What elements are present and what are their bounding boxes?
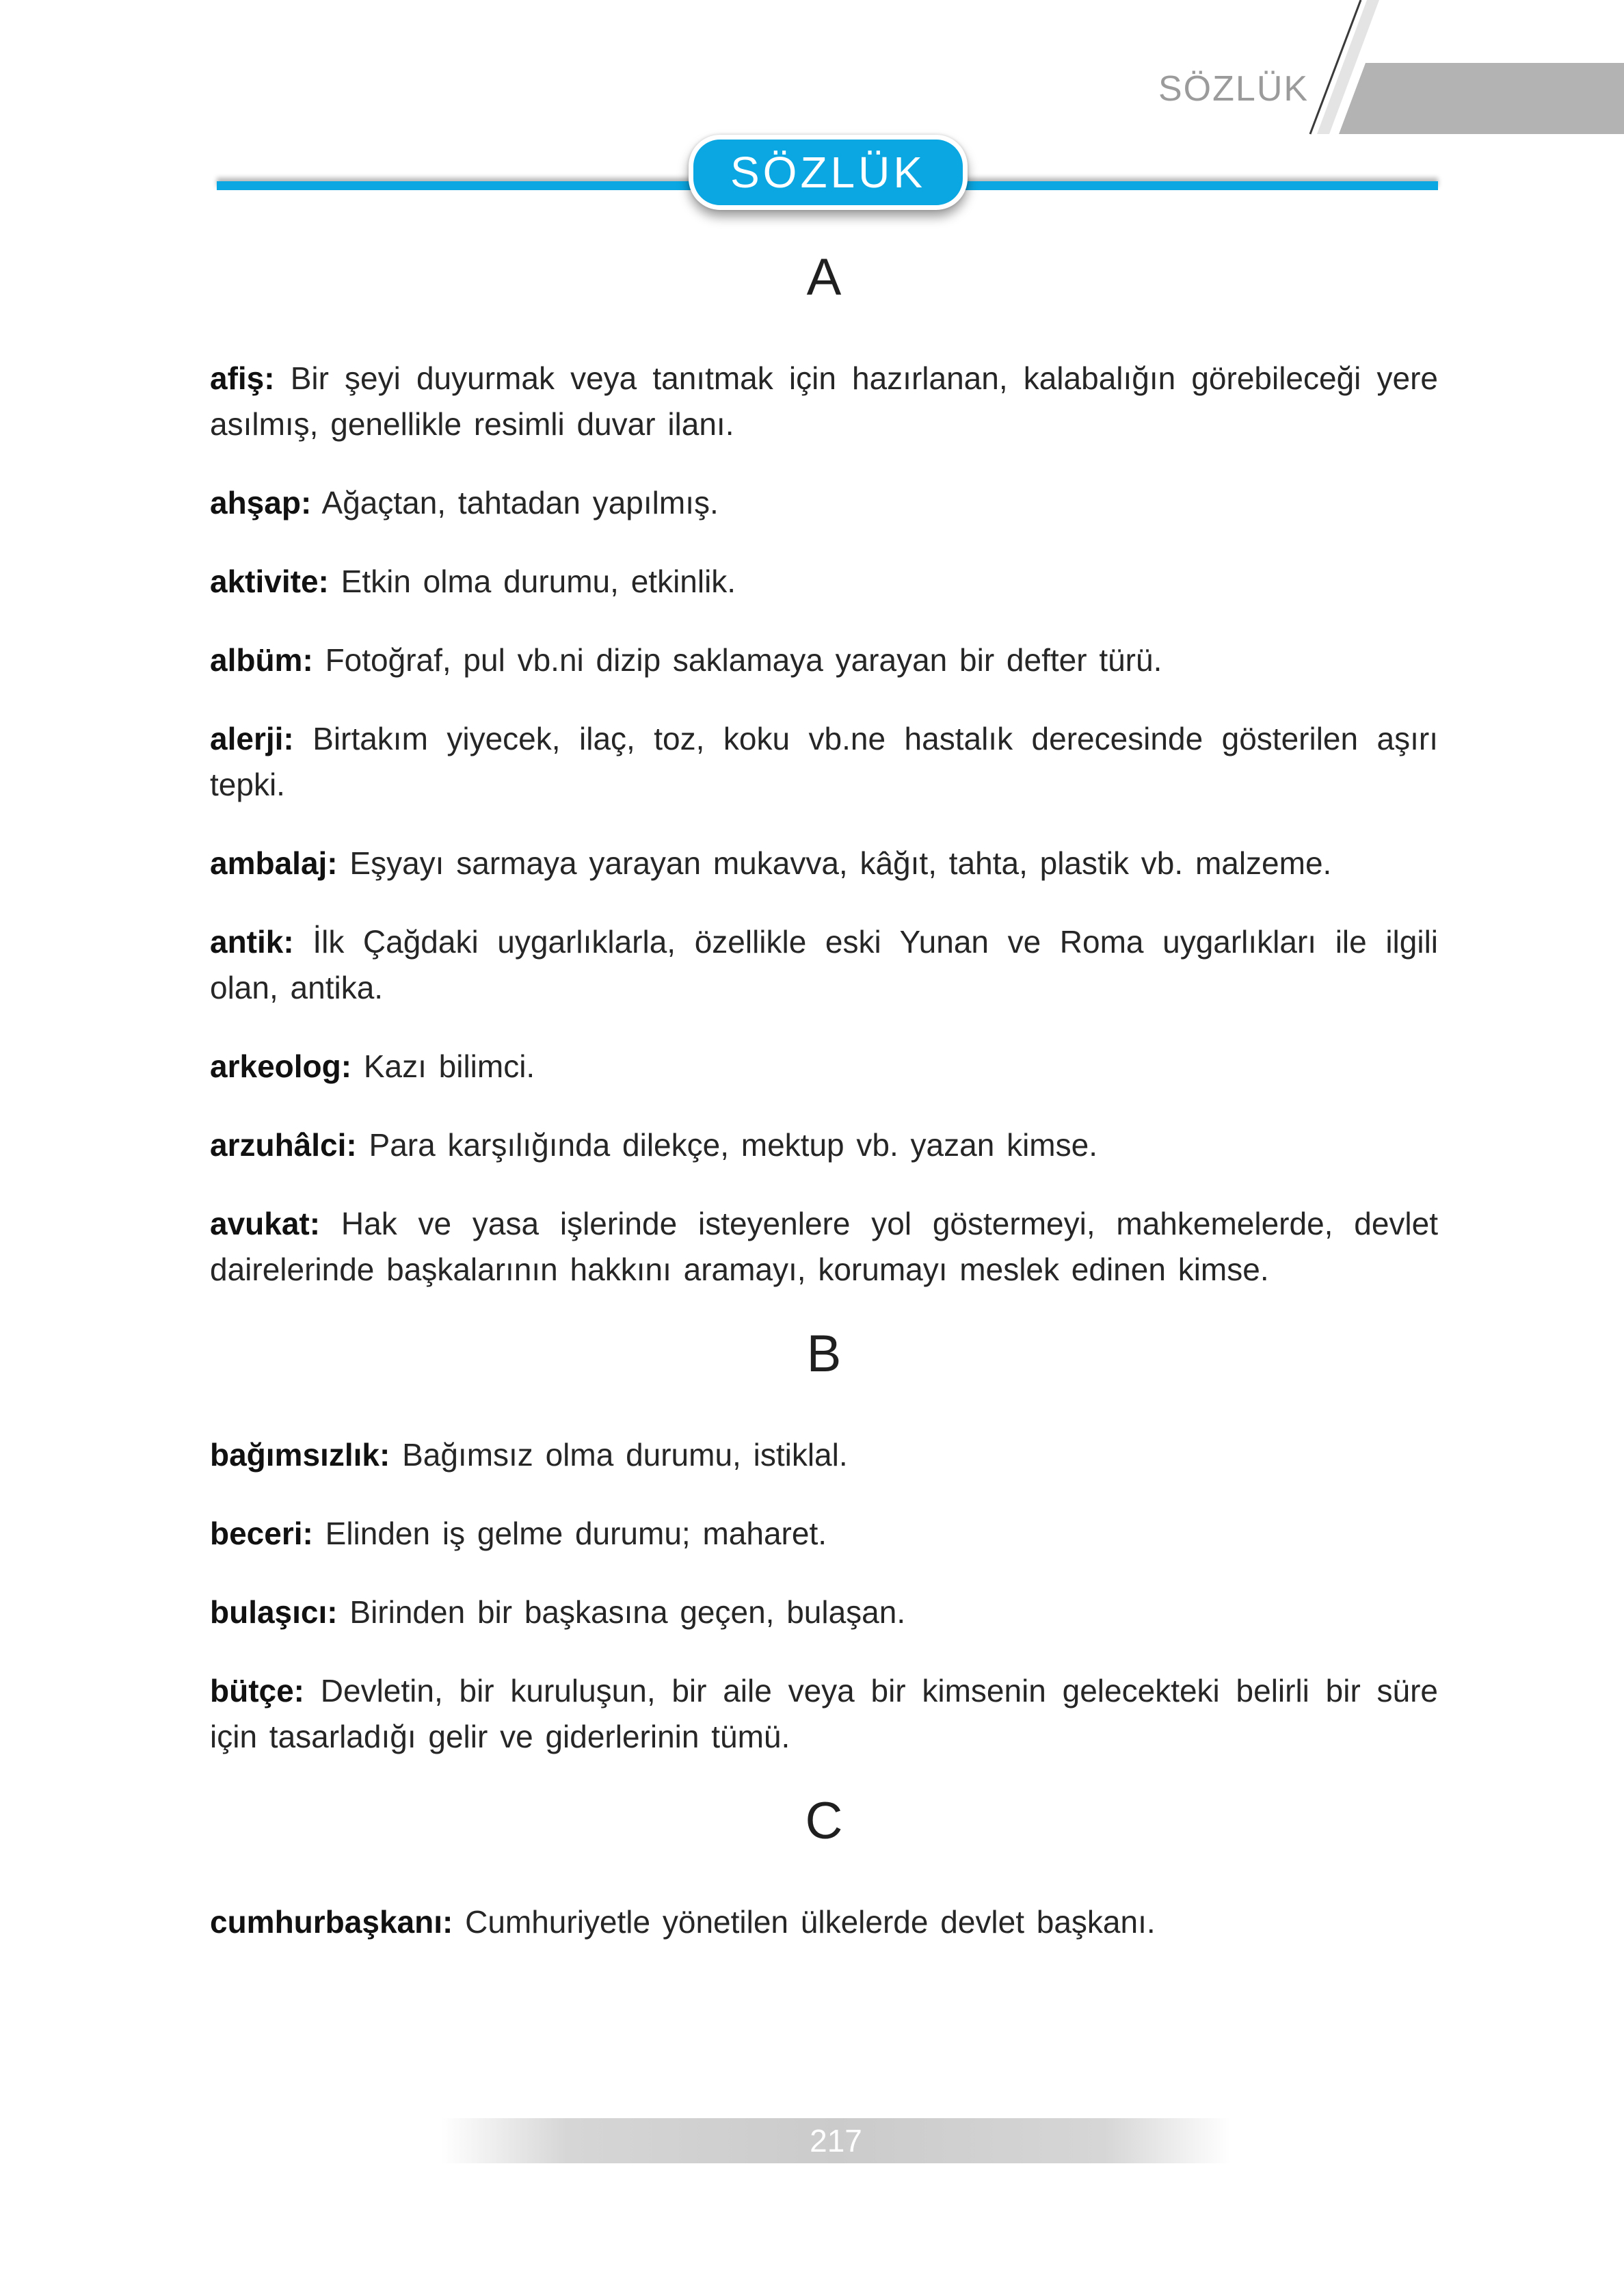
entry-definition: Cumhuriyetle yönetilen ülkelerde devlet başkanı.	[465, 1904, 1156, 1940]
entry-definition: İlk Çağdaki uygarlıklarla, özellikle eski Yunan ve Roma uygarlıkları ile ilgili olan, antika.	[210, 924, 1439, 1005]
page-number-bar	[441, 2118, 1231, 2163]
entry-term: afiş:	[210, 360, 275, 396]
entry-definition: Birinden bir başkasına geçen, bulaşan.	[349, 1594, 906, 1630]
entry-definition: Kazı bilimci.	[363, 1048, 535, 1084]
dictionary-entry	[210, 1668, 1438, 1760]
dictionary-entry	[210, 559, 1438, 605]
entry-term: antik:	[210, 924, 294, 960]
entry-definition: Bir şeyi duyurmak veya tanıtmak için hazırlanan, kalabalığın görebileceği yere asılmış, genellikle resimli duvar ilanı.	[210, 360, 1439, 442]
dictionary-entry	[210, 841, 1438, 886]
dictionary-entry	[210, 1201, 1438, 1293]
entry-term: bulaşıcı:	[210, 1594, 338, 1630]
dictionary-entry	[210, 480, 1438, 526]
entry-term: avukat:	[210, 1206, 321, 1241]
glossary-content	[210, 209, 1438, 1978]
entry-term: albüm:	[210, 642, 313, 678]
dictionary-entry	[210, 1044, 1438, 1090]
entry-definition: Fotoğraf, pul vb.ni dizip saklamaya yarayan bir defter türü.	[325, 642, 1162, 678]
dictionary-entry	[210, 1511, 1438, 1557]
dictionary-entry	[210, 637, 1438, 683]
entry-definition: Etkin olma durumu, etkinlik.	[341, 564, 736, 599]
entry-term: beceri:	[210, 1516, 313, 1551]
entry-term: arzuhâlci:	[210, 1127, 357, 1163]
dictionary-entry	[210, 1122, 1438, 1168]
entry-term: ambalaj:	[210, 845, 338, 881]
entry-term: alerji:	[210, 721, 294, 756]
entry-term: ahşap:	[210, 485, 312, 520]
entry-definition: Hak ve yasa işlerinde isteyenlere yol göstermeyi, mahkemelerde, devlet dairelerinde başkalarının hakkını aramayı, korumayı meslek edinen kimse.	[210, 1206, 1438, 1287]
dictionary-entry	[210, 356, 1438, 447]
glossary-banner-badge	[689, 135, 968, 210]
corner-running-head: SÖZLÜK	[1158, 69, 1309, 109]
dictionary-entry	[210, 919, 1438, 1011]
page-number: 217	[810, 2123, 862, 2159]
entry-definition: Para karşılığında dilekçe, mektup vb. yazan kimse.	[369, 1127, 1097, 1163]
section-letter-c: C	[805, 1792, 843, 1850]
entry-term: arkeolog:	[210, 1048, 352, 1084]
entry-definition: Ağaçtan, tahtadan yapılmış.	[321, 485, 719, 520]
entry-definition: Eşyayı sarmaya yarayan mukavva, kâğıt, tahta, plastik vb. malzeme.	[349, 845, 1332, 881]
entry-definition: Devletin, bir kuruluşun, bir aile veya bir kimsenin gelecekteki belirli bir süre için tasarladığı gelir ve giderlerinin tümü.	[210, 1673, 1439, 1754]
dictionary-entry	[210, 1589, 1438, 1635]
entry-definition: Bağımsız olma durumu, istiklal.	[402, 1437, 848, 1473]
dictionary-entry	[210, 716, 1438, 808]
header-band	[0, 0, 1624, 209]
entry-term: aktivite:	[210, 564, 329, 599]
dictionary-entry	[210, 1432, 1438, 1478]
section-letter-b: B	[806, 1325, 842, 1383]
glossary-banner-label: SÖZLÜK	[730, 148, 927, 197]
entry-definition: Elinden iş gelme durumu; maharet.	[325, 1516, 827, 1551]
entry-term: bağımsızlık:	[210, 1437, 390, 1473]
entry-term: bütçe:	[210, 1673, 304, 1708]
entry-definition: Birtakım yiyecek, ilaç, toz, koku vb.ne hastalık derecesinde gösterilen aşırı tepki.	[210, 721, 1439, 802]
dictionary-entry	[210, 1899, 1438, 1945]
entry-term: cumhurbaşkanı:	[210, 1904, 453, 1940]
section-letter-a: A	[806, 248, 842, 306]
